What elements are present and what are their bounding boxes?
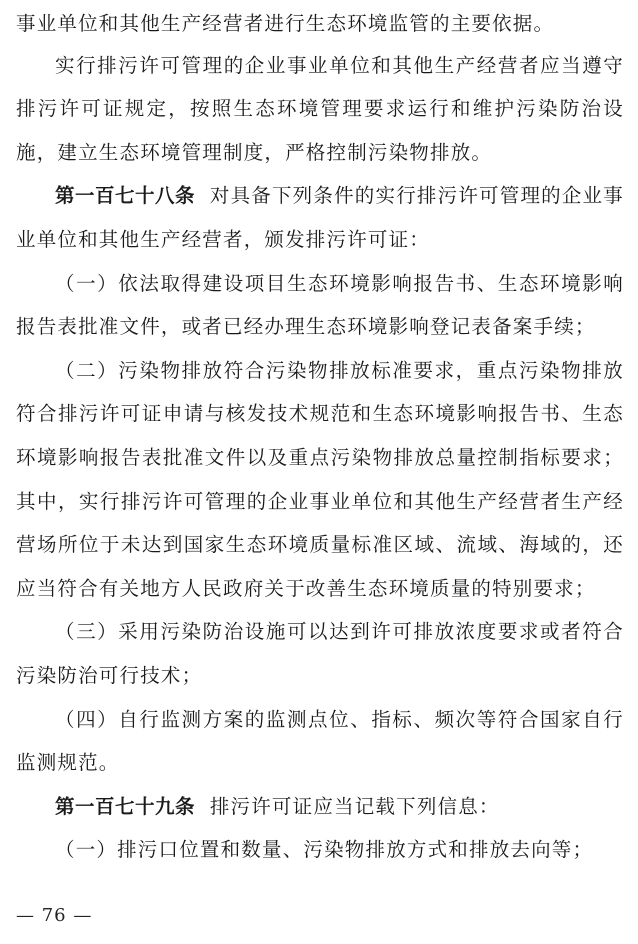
article-179 xyxy=(16,785,624,829)
article-178 xyxy=(16,174,624,261)
article-title: 第一百七十八条 xyxy=(55,184,196,208)
paragraph-text: 事业单位和其他生产经营者进行生态环境监管的主要依据。 xyxy=(16,12,555,35)
page-number: — 76 — xyxy=(16,905,93,926)
paragraph-text: 排污许可证应当记载下列信息： xyxy=(209,794,500,818)
list-item xyxy=(16,349,624,611)
paragraph-text: 实行排污许可管理的企业事业单位和其他生产经营者应当遵守排污许可证规定，按照生态环境管理要求运行和维护污染防治设施，建立生态环境管理制度，严格控制污染物排放。 xyxy=(16,53,624,164)
article-title: 第一百七十九条 xyxy=(55,794,196,818)
paragraph xyxy=(16,44,624,175)
list-item xyxy=(16,828,624,872)
list-item xyxy=(16,610,624,697)
paragraph-continuation xyxy=(16,2,624,46)
paragraph-text: （二）污染物排放符合污染物排放标准要求，重点污染物排放符合排污许可证申请与核发技术规范和生态环境影响报告书、生态环境影响报告表批准文件以及重点污染物排放总量控制指标要求；其中，实行排污许可管理的企业事业单位和其他生产经营者生产经营场所位于未达到国家生态环境质量标准区域、流域、海域的，还应当符合有关地方人民政府关于改善生态环境质量的特别要求； xyxy=(16,358,624,600)
paragraph-text: 对具备下列条件的实行排污许可管理的企业事业单位和其他生产经营者，颁发排污许可证： xyxy=(16,184,624,251)
list-item xyxy=(16,698,624,785)
list-item xyxy=(16,262,624,349)
paragraph-text: （一）依法取得建设项目生态环境影响报告书、生态环境影响报告表批准文件，或者已经办理生态环境影响登记表备案手续； xyxy=(16,271,624,339)
document-body xyxy=(16,0,624,872)
paragraph-text: （一）排污口位置和数量、污染物排放方式和排放去向等； xyxy=(55,838,594,862)
paragraph-text: （三）采用污染防治设施可以达到许可排放浓度要求或者符合污染防治可行技术； xyxy=(16,620,624,687)
paragraph-text: （四）自行监测方案的监测点位、指标、频次等符合国家自行监测规范。 xyxy=(16,707,624,775)
